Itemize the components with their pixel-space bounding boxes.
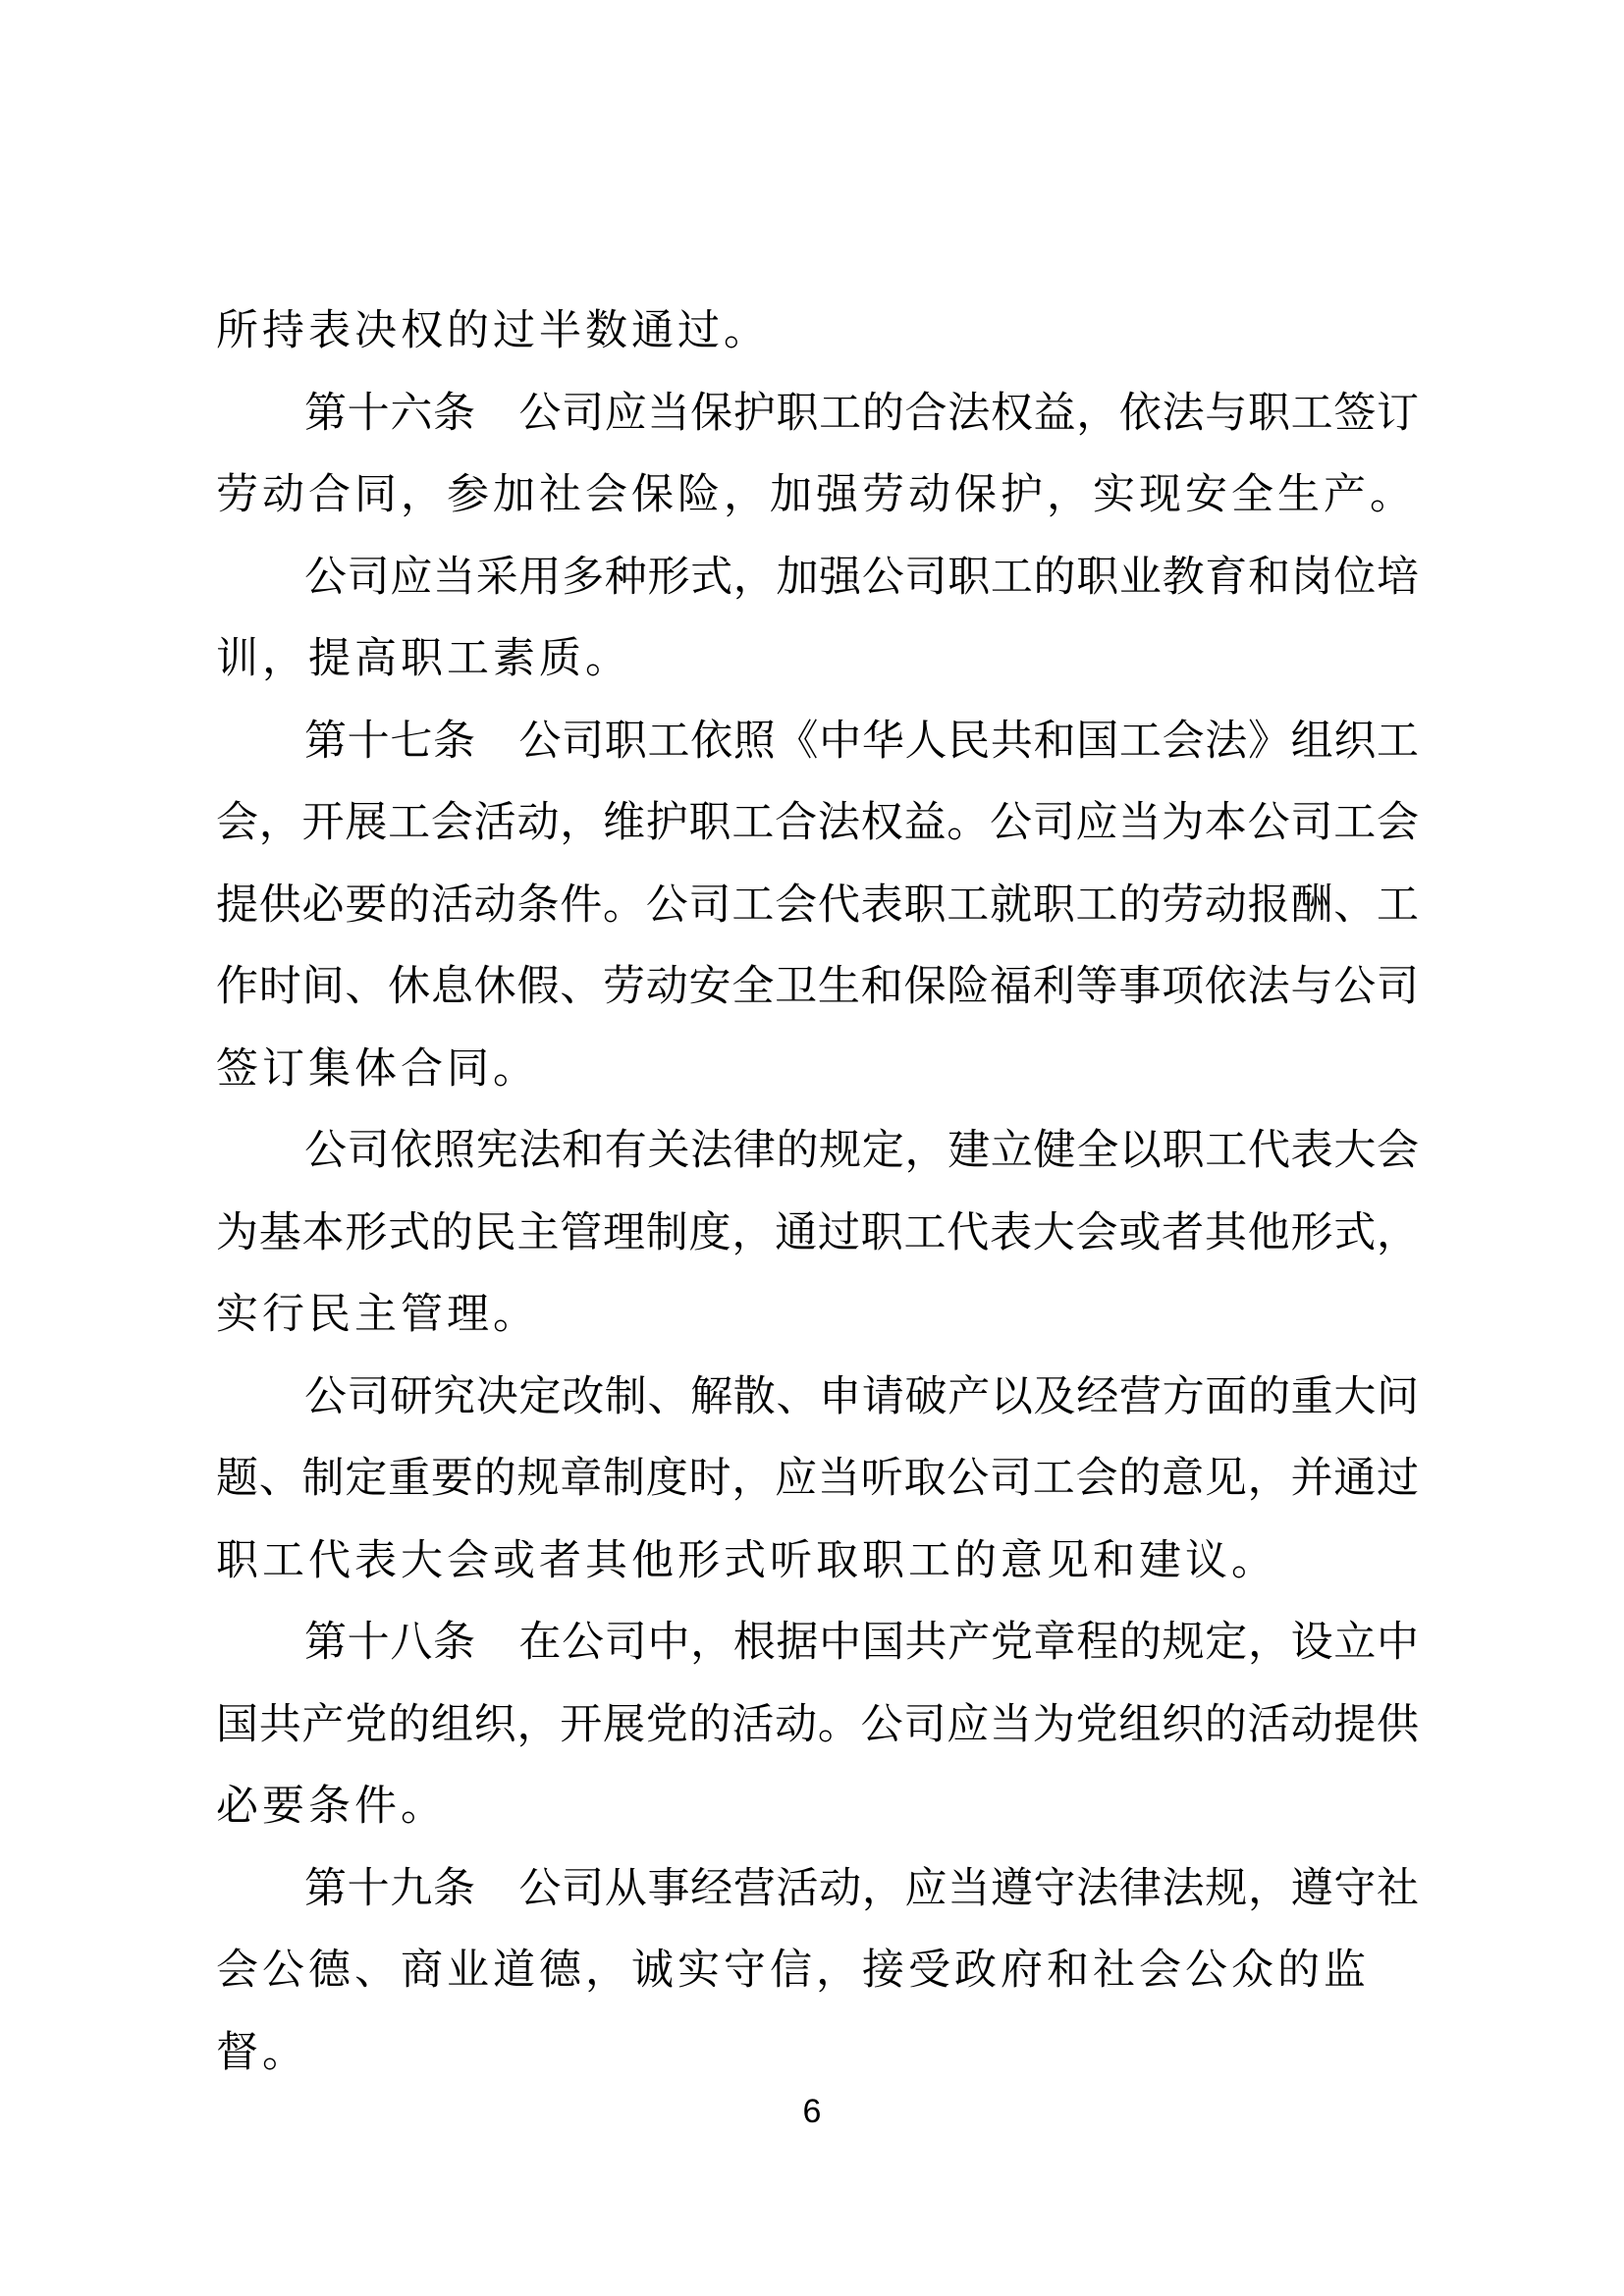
document-line: 劳动合同，参加社会保险，加强劳动保护，实现安全生产。	[216, 472, 1416, 518]
document-line: 公司依照宪法和有关法律的规定，建立健全以职工代表大会	[304, 1128, 1419, 1174]
page-number: 6	[802, 2093, 822, 2130]
document-line: 第十六条 公司应当保护职工的合法权益，依法与职工签订	[304, 390, 1419, 437]
document-line: 第十七条 公司职工依照《中华人民共和国工会法》组织工	[304, 718, 1419, 765]
document-line: 会，开展工会活动，维护职工合法权益。公司应当为本公司工会	[216, 800, 1419, 846]
document-line: 为基本形式的民主管理制度，通过职工代表大会或者其他形式，	[216, 1209, 1419, 1256]
document-line: 国共产党的组织，开展党的活动。公司应当为党组织的活动提供	[216, 1701, 1419, 1748]
document-text-block	[216, 291, 1419, 2076]
document-line: 作时间、休息休假、劳动安全卫生和保险福利等事项依法与公司	[216, 964, 1419, 1010]
document-line: 第十九条 公司从事经营活动，应当遵守法律法规，遵守社	[304, 1865, 1419, 1912]
document-line: 实行民主管理。	[216, 1292, 539, 1338]
document-line: 公司应当采用多种形式，加强公司职工的职业教育和岗位培	[304, 554, 1419, 601]
document-line: 职工代表大会或者其他形式听取职工的意见和建议。	[216, 1537, 1277, 1584]
document-line: 签订集体合同。	[216, 1045, 539, 1093]
document-line: 提供必要的活动条件。公司工会代表职工就职工的劳动报酬、工	[216, 881, 1419, 929]
document-line: 公司研究决定改制、解散、申请破产以及经营方面的重大问	[304, 1373, 1419, 1420]
document-line: 所持表决权的过半数通过。	[216, 308, 770, 354]
document-line: 第十八条 在公司中，根据中国共产党章程的规定，设立中	[304, 1620, 1419, 1666]
document-line: 训，提高职工素质。	[216, 636, 631, 682]
document-line: 会公德、商业道德，诚实守信，接受政府和社会公众的监督。	[216, 1948, 1370, 2076]
page-footer	[0, 2093, 1624, 2131]
document-line: 必要条件。	[216, 1784, 447, 1830]
document-line: 题、制定重要的规章制度时，应当听取公司工会的意见，并通过	[216, 1456, 1419, 1502]
